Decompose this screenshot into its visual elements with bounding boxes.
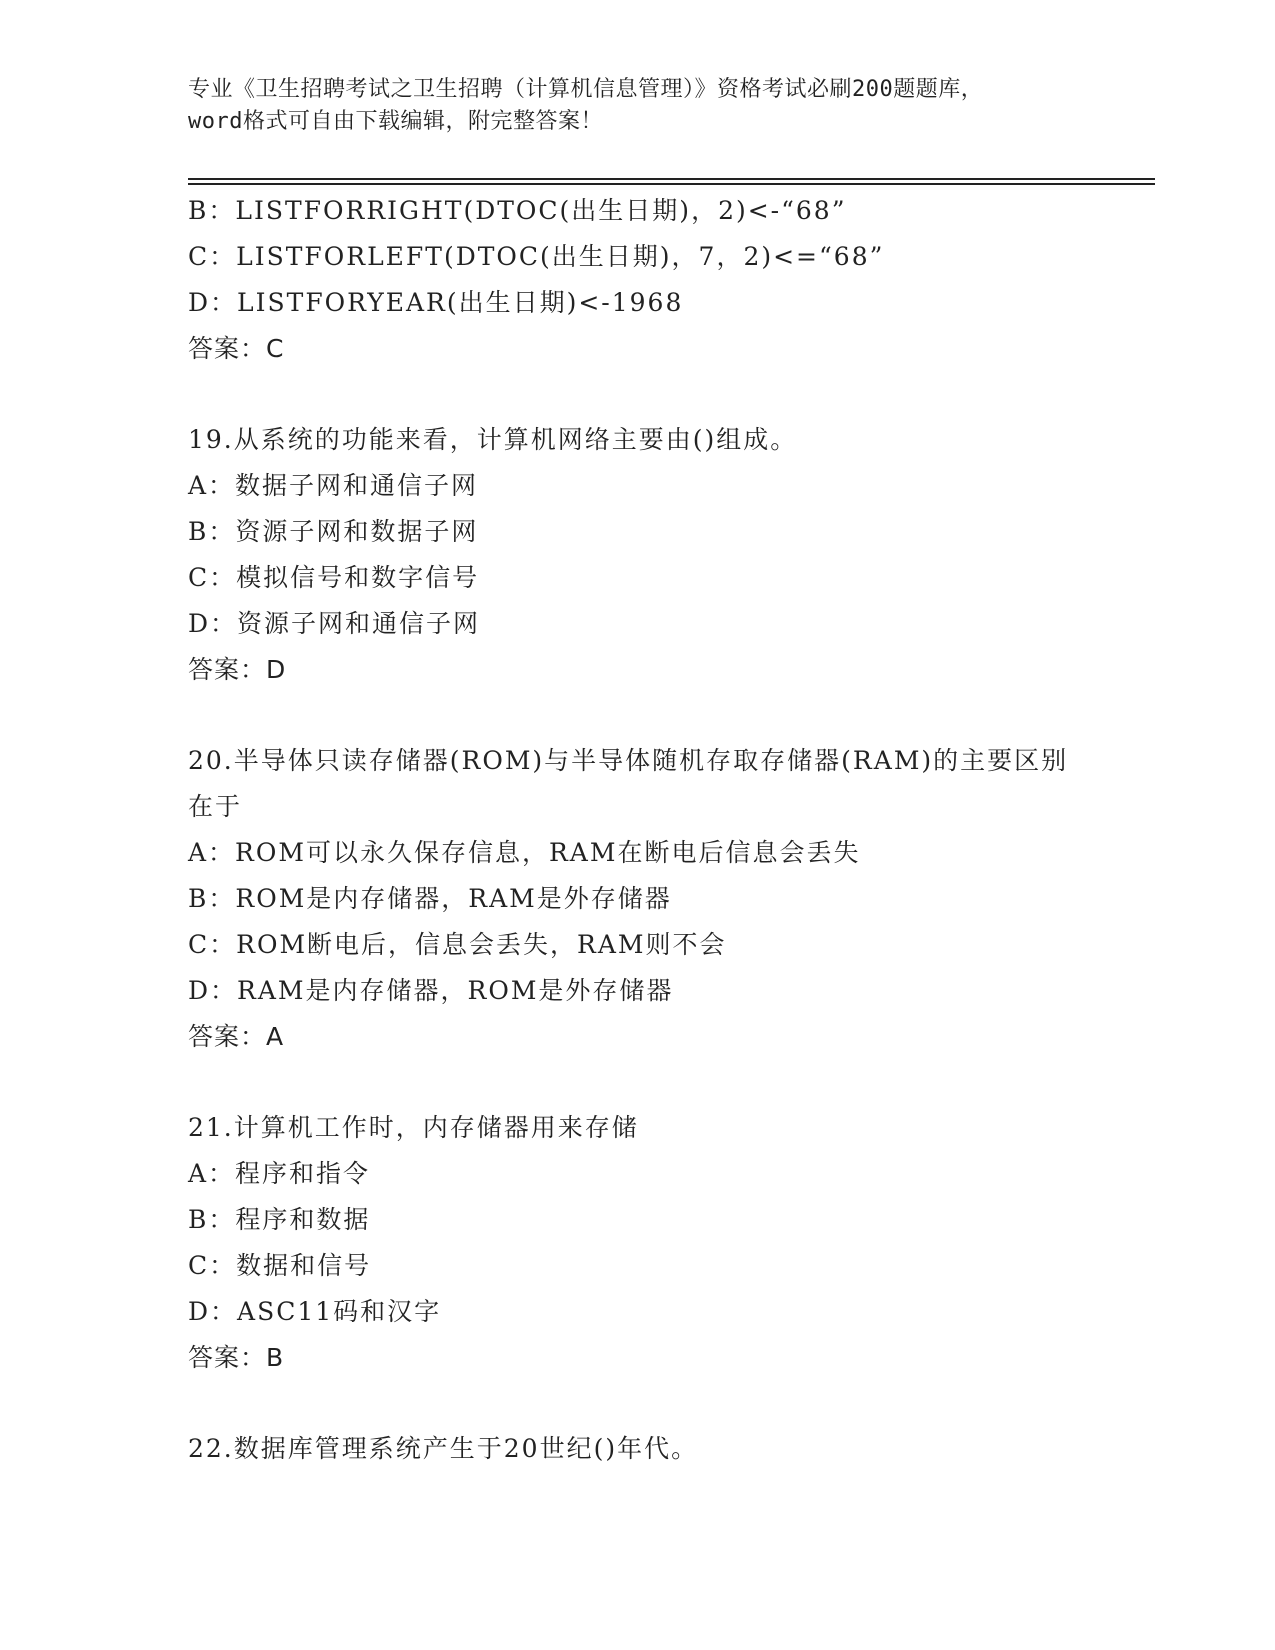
document-header: [188, 74, 1088, 138]
option-c: C：数据和信号: [188, 1251, 372, 1280]
option-c: C：模拟信号和数字信号: [188, 563, 480, 592]
option-b: B：LISTFORRIGHT(DTOC(出生日期)，2)<-“68”: [188, 196, 847, 225]
question-20: [188, 738, 1088, 1060]
question-19: [188, 417, 1088, 693]
question-18: [188, 188, 1088, 372]
answer: 答案：D: [188, 655, 287, 684]
option-a: A：程序和指令: [188, 1159, 371, 1188]
answer: 答案：A: [188, 1022, 285, 1051]
header-rule-bottom: [188, 183, 1155, 185]
header-line-2: word格式可自由下载编辑，附完整答案！: [188, 109, 603, 134]
question-title: 22.数据库管理系统产生于20世纪()年代。: [188, 1434, 699, 1463]
question-title-line-2: 在于: [188, 792, 243, 821]
answer: 答案：B: [188, 1343, 285, 1372]
option-d: D：RAM是内存储器，ROM是外存储器: [188, 976, 674, 1005]
spacer: [188, 1060, 1088, 1105]
question-22: [188, 1426, 1088, 1472]
question-title-line-1: 20.半导体只读存储器(ROM)与半导体随机存取存储器(RAM)的主要区别: [188, 746, 1069, 775]
option-a: A：数据子网和通信子网: [188, 471, 479, 500]
question-list: [188, 188, 1088, 1472]
spacer: [188, 372, 1088, 417]
header-rule-top: [188, 178, 1155, 180]
option-c: C：LISTFORLEFT(DTOC(出生日期)，7，2)<=“68”: [188, 242, 885, 271]
option-d: D：资源子网和通信子网: [188, 609, 481, 638]
option-d: D：ASC11码和汉字: [188, 1297, 442, 1326]
question-title: 21.计算机工作时，内存储器用来存储: [188, 1113, 639, 1142]
question-title: 19.从系统的功能来看，计算机网络主要由()组成。: [188, 425, 798, 454]
header-line-1: 专业《卫生招聘考试之卫生招聘（计算机信息管理）》资格考试必刷200题题库，: [188, 77, 984, 102]
spacer: [188, 693, 1088, 738]
option-b: B：资源子网和数据子网: [188, 517, 479, 546]
answer: 答案：C: [188, 334, 285, 363]
option-d: D：LISTFORYEAR(出生日期)<-1968: [188, 288, 684, 317]
option-b: B：ROM是内存储器，RAM是外存储器: [188, 884, 672, 913]
option-c: C：ROM断电后，信息会丢失，RAM则不会: [188, 930, 727, 959]
question-21: [188, 1105, 1088, 1381]
option-a: A：ROM可以永久保存信息，RAM在断电后信息会丢失: [188, 838, 861, 867]
option-b: B：程序和数据: [188, 1205, 371, 1234]
spacer: [188, 1381, 1088, 1426]
